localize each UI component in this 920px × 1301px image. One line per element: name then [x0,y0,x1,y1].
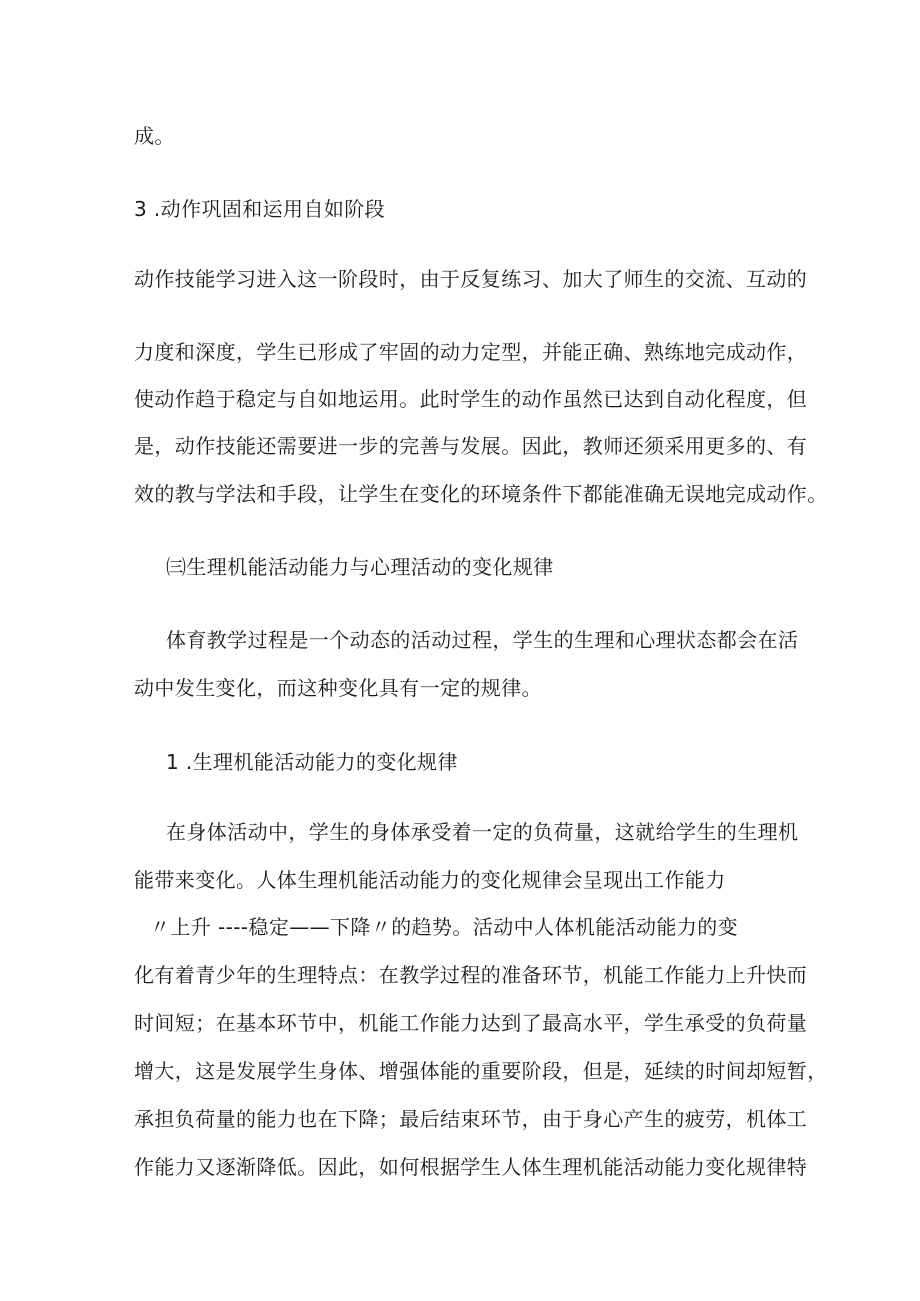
section-heading-1: 1 .生理机能活动能力的变化规律 [166,750,458,774]
paragraph-line: 增大，这是发展学生身体、增强体能的重要阶段，但是，延续的时间却短暂， [134,1059,828,1083]
paragraph-line: 动作技能学习进入这一阶段时，由于反复练习、加大了师生的交流、互动的 [134,267,808,291]
paragraph-line: 能带来变化。人体生理机能活动能力的变化规律会呈现出工作能力 [134,868,726,892]
paragraph-line: 〃上升 ----稳定——下降〃的趋势。活动中人体机能活动能力的变 [150,915,739,939]
paragraph-line: 动中发生变化，而这种变化具有一定的规律。 [134,676,542,700]
paragraph-line: 体育教学过程是一个动态的活动过程，学生的生理和心理状态都会在活 [166,628,799,652]
paragraph-line: 承担负荷量的能力也在下降；最后结束环节，由于身心产生的疲劳，机体工 [134,1107,808,1131]
paragraph-line: 在身体活动中，学生的身体承受着一定的负荷量，这就给学生的生理机 [166,820,799,844]
paragraph-line: 是，动作技能还需要进一步的完善与发展。因此，教师还须采用更多的、有 [134,434,808,458]
paragraph-line: 化有着青少年的生理特点：在教学过程的准备环节，机能工作能力上升快而 [134,963,808,987]
paragraph-line: 作能力又逐渐降低。因此，如何根据学生人体生理机能活动能力变化规律特 [134,1155,808,1179]
paragraph-line: 力度和深度，学生已形成了牢固的动力定型，并能正确、熟练地完成动作， [134,340,808,364]
paragraph-line-continuation: 成。 [134,124,175,148]
paragraph-line: 效的教与学法和手段，让学生在变化的环境条件下都能准确无误地完成动作。 [134,482,828,506]
paragraph-line: 使动作趋于稳定与自如地运用。此时学生的动作虽然已达到自动化程度，但 [134,387,808,411]
section-heading-3-roman: ㈢生理机能活动能力与心理活动的变化规律 [166,555,554,579]
section-heading-3: 3 .动作巩固和运用自如阶段 [134,197,386,221]
paragraph-line: 时间短；在基本环节中，机能工作能力达到了最高水平，学生承受的负荷量 [134,1011,808,1035]
